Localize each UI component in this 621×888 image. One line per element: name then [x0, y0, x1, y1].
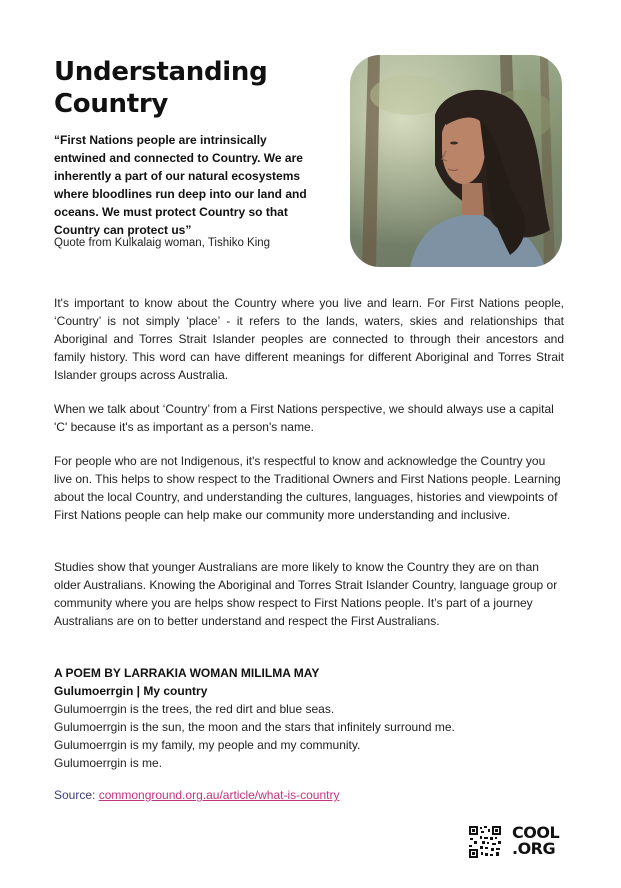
source-link[interactable]: commonground.org.au/article/what-is-country: [98, 788, 340, 802]
poem-line: Gulumoerrgin is the sun, the moon and the stars that infinitely surround me.: [54, 720, 455, 734]
portrait-photo: [350, 55, 562, 267]
featured-quote: “First Nations people are intrinsically entwined and connected to Country. We are inherently a part of our natural ecosystems where bloodlines run deep into our land and oceans. We must protect Country so that Country can protect us”: [54, 133, 307, 237]
paragraph-capital-c: When we talk about ‘Country’ from a First Nations perspective, we should always use a capital 'C' because it's as important as a person's name.: [54, 402, 554, 434]
paragraph-intro: It's important to know about the Country where you live and learn. For First Nations people, ‘Country’ is not simply ‘place’ - it refers to the lands, waters, skies and relationships that Aboriginal and Torres Strait Islander peoples are connected to through their ancestors and family history. This word can have different meanings for different Aboriginal and Torres Strait Islander groups across Australia.: [54, 296, 564, 382]
title-line-2: Country: [54, 89, 169, 119]
quote-attribution: Quote from Kulkalaig woman, Tishiko King: [54, 237, 271, 249]
source-citation: [54, 786, 339, 804]
paragraph-acknowledge: For people who are not Indigenous, it's respectful to know and acknowledge the Country you live on. This helps to show respect to the Traditional Owners and First Nations people. Learning about the local Country, and understanding the cultures, languages, histories and viewpoints of First Nations people can help make our community more understanding and inclusive.: [54, 454, 561, 522]
logo-line-2: .ORG: [512, 839, 556, 858]
source-label: Source:: [54, 788, 99, 802]
title-line-1: Understanding: [54, 57, 268, 87]
logo-line-1: COOL: [512, 823, 560, 842]
poem-subtitle: Gulumoerrgin | My country: [54, 684, 208, 698]
cool-org-logo: [512, 825, 566, 861]
paragraph-studies: Studies show that younger Australians are more likely to know the Country they are on than older Australians. Knowing the Aboriginal and Torres Strait Islander Country, language group or community where you are helps show respect to First Nations people. It’s part of a journey Australians are on to better understand and respect the First Australians.: [54, 560, 558, 628]
poem-line: Gulumoerrgin is my family, my people and my community.: [54, 738, 361, 752]
poem-line: Gulumoerrgin is the trees, the red dirt and blue seas.: [54, 702, 335, 716]
qr-code-icon: [469, 826, 501, 858]
poem-line: Gulumoerrgin is me.: [54, 756, 163, 770]
poem-section: [54, 664, 564, 772]
page-title: [54, 56, 324, 120]
poem-heading: A POEM BY LARRAKIA WOMAN MILILMA MAY: [54, 666, 320, 680]
